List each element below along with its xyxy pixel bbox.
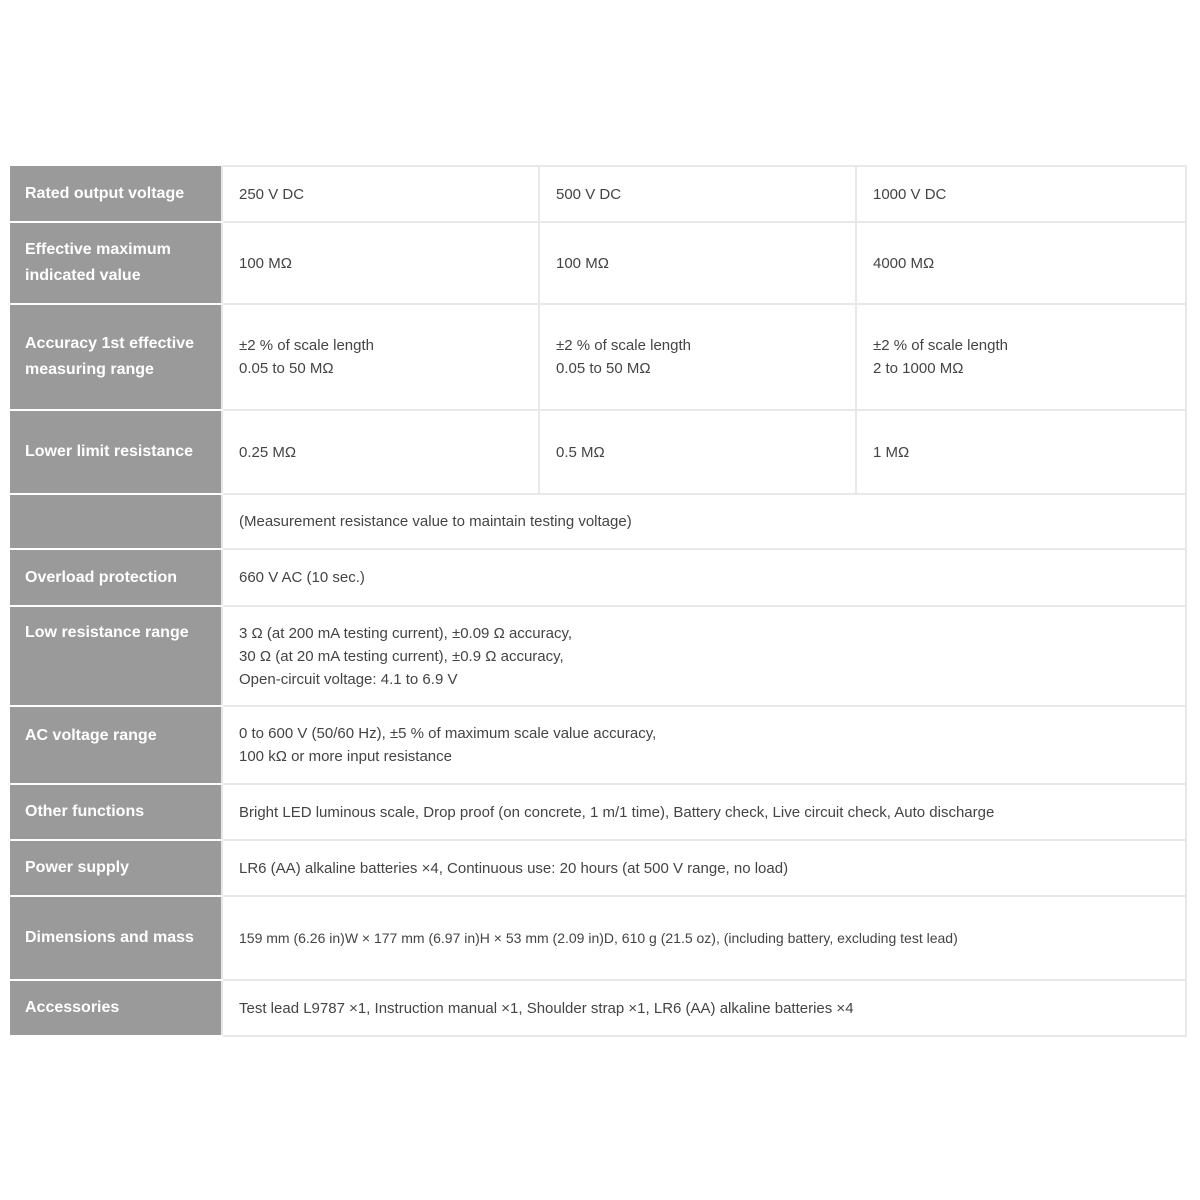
value-250v: 100 MΩ bbox=[222, 222, 539, 304]
measurement-note: (Measurement resistance value to maintain testing voltage) bbox=[222, 494, 1186, 549]
row-rated-output-voltage bbox=[10, 166, 1186, 222]
row-power-supply bbox=[10, 840, 1186, 896]
row-value bbox=[222, 706, 1186, 784]
value-line: ±2 % of scale length bbox=[239, 337, 374, 354]
value-1000v: 1 MΩ bbox=[856, 410, 1186, 494]
value-line: 30 Ω (at 20 mA testing current), ±0.9 Ω accuracy, bbox=[239, 647, 564, 665]
value-line: 100 kΩ or more input resistance bbox=[239, 748, 452, 765]
value-250v bbox=[222, 304, 539, 410]
row-value: Bright LED luminous scale, Drop proof (on concrete, 1 m/1 time), Battery check, Live circuit check, Auto discharge bbox=[222, 784, 1186, 840]
row-label: Other functions bbox=[10, 784, 222, 840]
value-250v: 0.25 MΩ bbox=[222, 410, 539, 494]
value-1000v: 4000 MΩ bbox=[856, 222, 1186, 304]
value-line: Open-circuit voltage: 4.1 to 6.9 V bbox=[239, 670, 458, 688]
value-line: ±2 % of scale length bbox=[556, 337, 691, 354]
row-overload-protection bbox=[10, 549, 1186, 606]
row-value: Test lead L9787 ×1, Instruction manual ×1, Shoulder strap ×1, LR6 (AA) alkaline batteries ×4 bbox=[222, 980, 1186, 1036]
row-label: Lower limit resistance bbox=[10, 410, 222, 494]
row-label: Effective maximum indicated value bbox=[10, 222, 222, 304]
value-500v bbox=[539, 304, 856, 410]
row-value bbox=[222, 606, 1186, 706]
row-label: Rated output voltage bbox=[10, 166, 222, 222]
value-500v: 500 V DC bbox=[539, 166, 856, 222]
spec-table bbox=[10, 165, 1187, 1037]
value-line: ±2 % of scale length bbox=[873, 337, 1008, 354]
row-measurement-note bbox=[10, 494, 1186, 549]
row-accuracy bbox=[10, 304, 1186, 410]
value-line: 2 to 1000 MΩ bbox=[873, 360, 964, 377]
row-label: AC voltage range bbox=[10, 706, 222, 784]
row-low-resistance-range bbox=[10, 606, 1186, 706]
value-1000v bbox=[856, 304, 1186, 410]
value-line: 0 to 600 V (50/60 Hz), ±5 % of maximum scale value accuracy, bbox=[239, 725, 657, 742]
row-accessories bbox=[10, 980, 1186, 1036]
row-effective-maximum-indicated-value bbox=[10, 222, 1186, 304]
value-line: 0.05 to 50 MΩ bbox=[239, 360, 334, 377]
value-line: 3 Ω (at 200 mA testing current), ±0.09 Ω accuracy, bbox=[239, 624, 573, 642]
value-250v: 250 V DC bbox=[222, 166, 539, 222]
row-label: Power supply bbox=[10, 840, 222, 896]
row-value: 159 mm (6.26 in)W × 177 mm (6.97 in)H × 53 mm (2.09 in)D, 610 g (21.5 oz), (including battery, excluding test lead) bbox=[222, 896, 1186, 980]
row-dimensions-and-mass bbox=[10, 896, 1186, 980]
row-label: Accuracy 1st effective measuring range bbox=[10, 304, 222, 410]
row-label: Low resistance range bbox=[10, 606, 222, 706]
row-value: 660 V AC (10 sec.) bbox=[222, 549, 1186, 606]
row-value: LR6 (AA) alkaline batteries ×4, Continuous use: 20 hours (at 500 V range, no load) bbox=[222, 840, 1186, 896]
row-label: Overload protection bbox=[10, 549, 222, 606]
value-line: 0.05 to 50 MΩ bbox=[556, 360, 651, 377]
value-500v: 0.5 MΩ bbox=[539, 410, 856, 494]
value-1000v: 1000 V DC bbox=[856, 166, 1186, 222]
row-other-functions bbox=[10, 784, 1186, 840]
row-label: Accessories bbox=[10, 980, 222, 1036]
row-ac-voltage-range bbox=[10, 706, 1186, 784]
row-lower-limit-resistance bbox=[10, 410, 1186, 494]
value-500v: 100 MΩ bbox=[539, 222, 856, 304]
row-label bbox=[10, 494, 222, 549]
row-label: Dimensions and mass bbox=[10, 896, 222, 980]
